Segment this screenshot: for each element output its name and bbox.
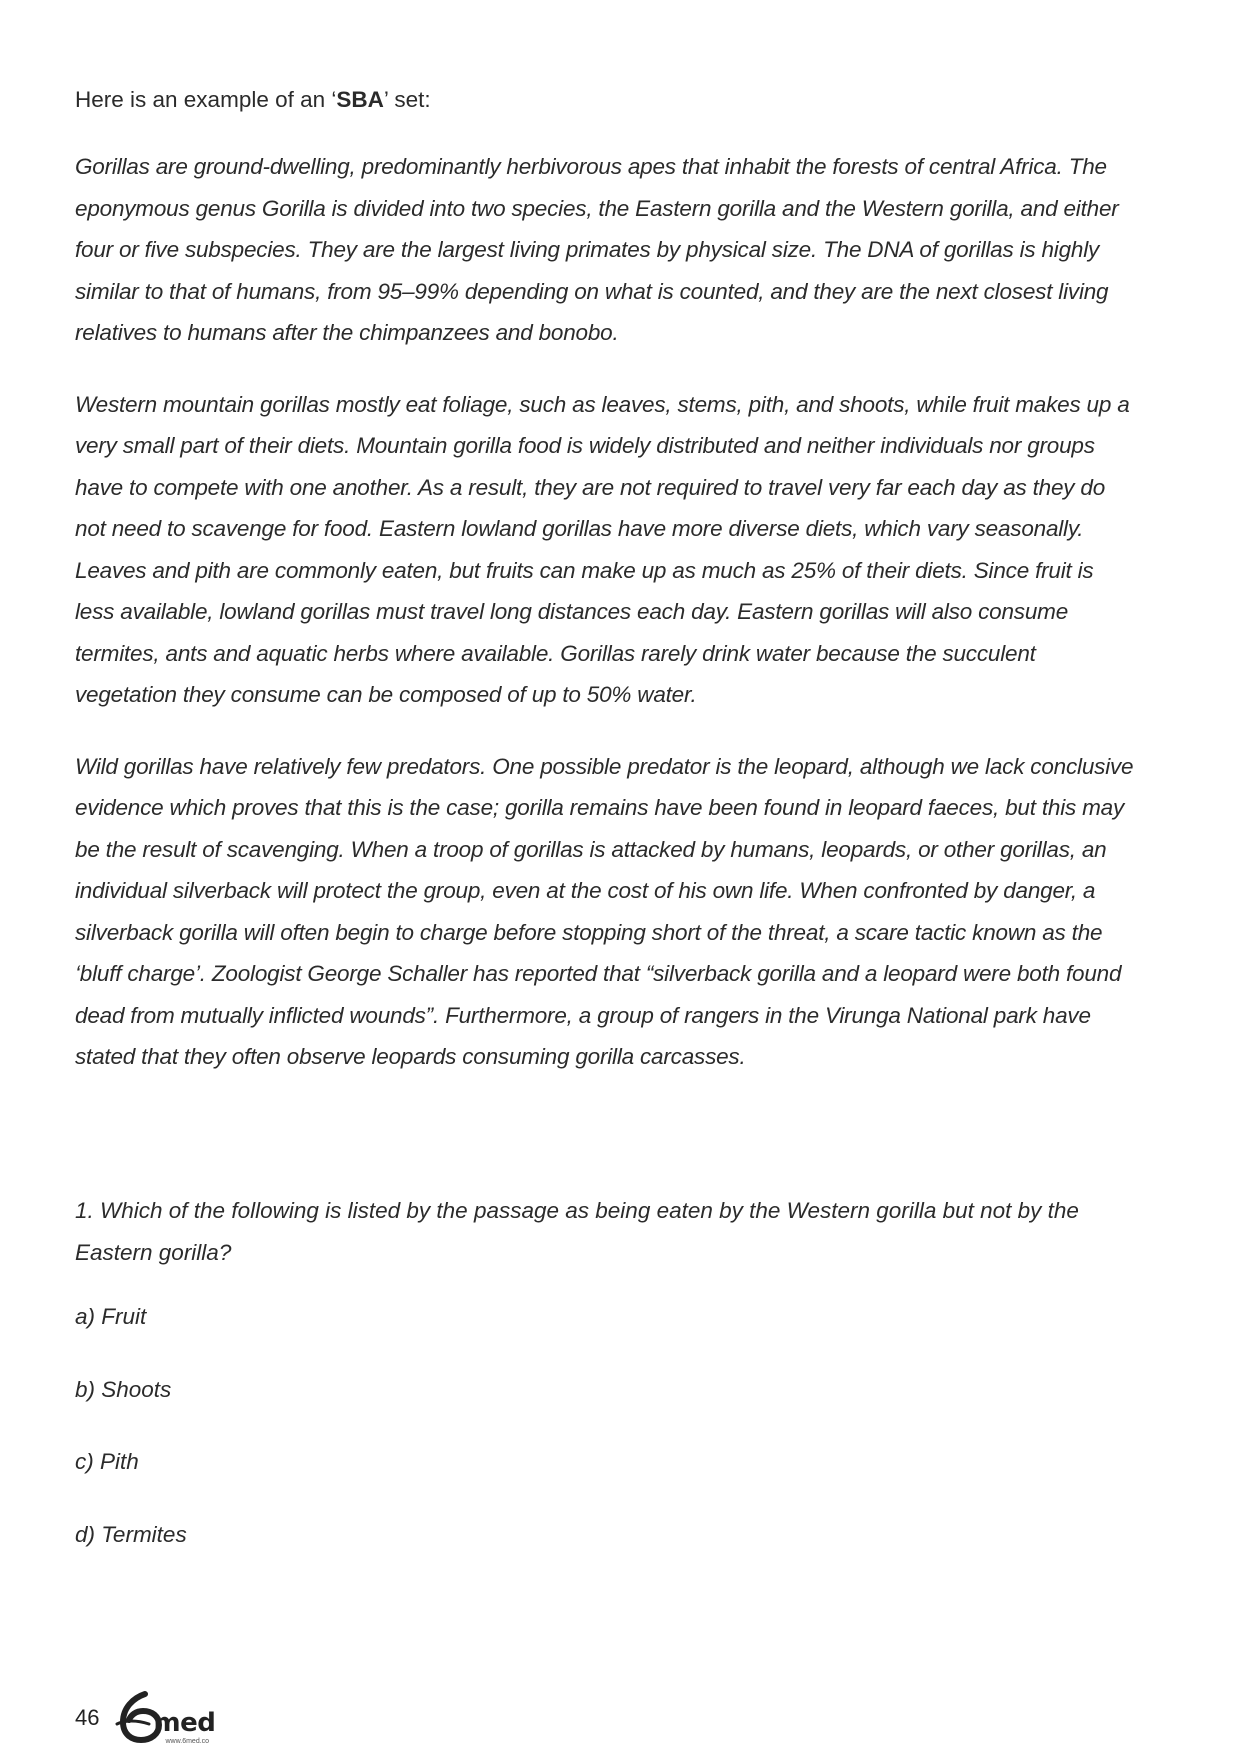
passage: [75, 146, 1135, 1078]
logo-url: www.6med.co: [165, 1738, 210, 1745]
intro-bold-term: SBA: [336, 87, 384, 112]
answer-option-a: a) Fruit: [75, 1304, 147, 1329]
passage-paragraph: Gorillas are ground-dwelling, predominantly herbivorous apes that inhabit the forests of central Africa. The eponymous genus Gorilla is divided into two species, the Eastern gorilla and the Western gorilla, and either four or five subspecies. They are the largest living primates by physical size. The DNA of gorillas is highly similar to that of humans, from 95–99% depending on what is counted, and they are the next closest living relatives to humans after the chimpanzees and bonobo.: [75, 154, 1119, 345]
intro-line: [75, 80, 1135, 120]
answer-option-d: d) Termites: [75, 1521, 187, 1547]
intro-prefix: Here is an example of an ‘: [75, 87, 337, 112]
answer-option-c: c) Pith: [75, 1449, 139, 1474]
answer-option-b: b) Shoots: [75, 1376, 172, 1402]
page-footer: [75, 1690, 225, 1746]
page-content: [75, 80, 1135, 1108]
6med-logo: [115, 1690, 225, 1746]
logo-wordmark: med: [153, 1708, 216, 1738]
answer-options: [75, 1296, 1135, 1555]
page-number: 46: [75, 1705, 100, 1730]
passage-paragraph: Western mountain gorillas mostly eat foliage, such as leaves, stems, pith, and shoots, while fruit makes up a very small part of their diets. Mountain gorilla food is widely distributed and neither individuals nor groups have to compete with one another. As a result, they are not required to travel very far each day as they do not need to scavenge for food. Eastern lowland gorillas have more diverse diets, which vary seasonally. Leaves and pith are commonly eaten, but fruits can make up as much as 25% of their diets. Since fruit is less available, lowland gorillas must travel long distances each day. Eastern gorillas will also consume termites, ants and aquatic herbs where available. Gorillas rarely drink water because the succulent vegetation they consume can be composed of up to 50% water.: [75, 391, 1130, 707]
question-block: [75, 1190, 1135, 1586]
intro-suffix: ’ set:: [383, 87, 431, 112]
passage-paragraph: Wild gorillas have relatively few predators. One possible predator is the leopard, although we lack conclusive evidence which proves that this is the case; gorilla remains have been found in leopard faeces, but this may be the result of scavenging. When a troop of gorillas is attacked by humans, leopards, or other gorillas, an individual silverback will protect the group, even at the cost of his own life. When confronted by danger, a silverback gorilla will often begin to charge before stopping short of the threat, a scare tactic known as the ‘bluff charge’. Zoologist George Schaller has reported that “silverback gorilla and a leopard were both found dead from mutually inflicted wounds”. Furthermore, a group of rangers in the Virunga National park have stated that they often observe leopards consuming gorilla carcasses.: [75, 753, 1134, 1069]
question-text: 1. Which of the following is listed by the passage as being eaten by the Western gorilla but not by the Eastern gorilla?: [75, 1198, 1079, 1265]
